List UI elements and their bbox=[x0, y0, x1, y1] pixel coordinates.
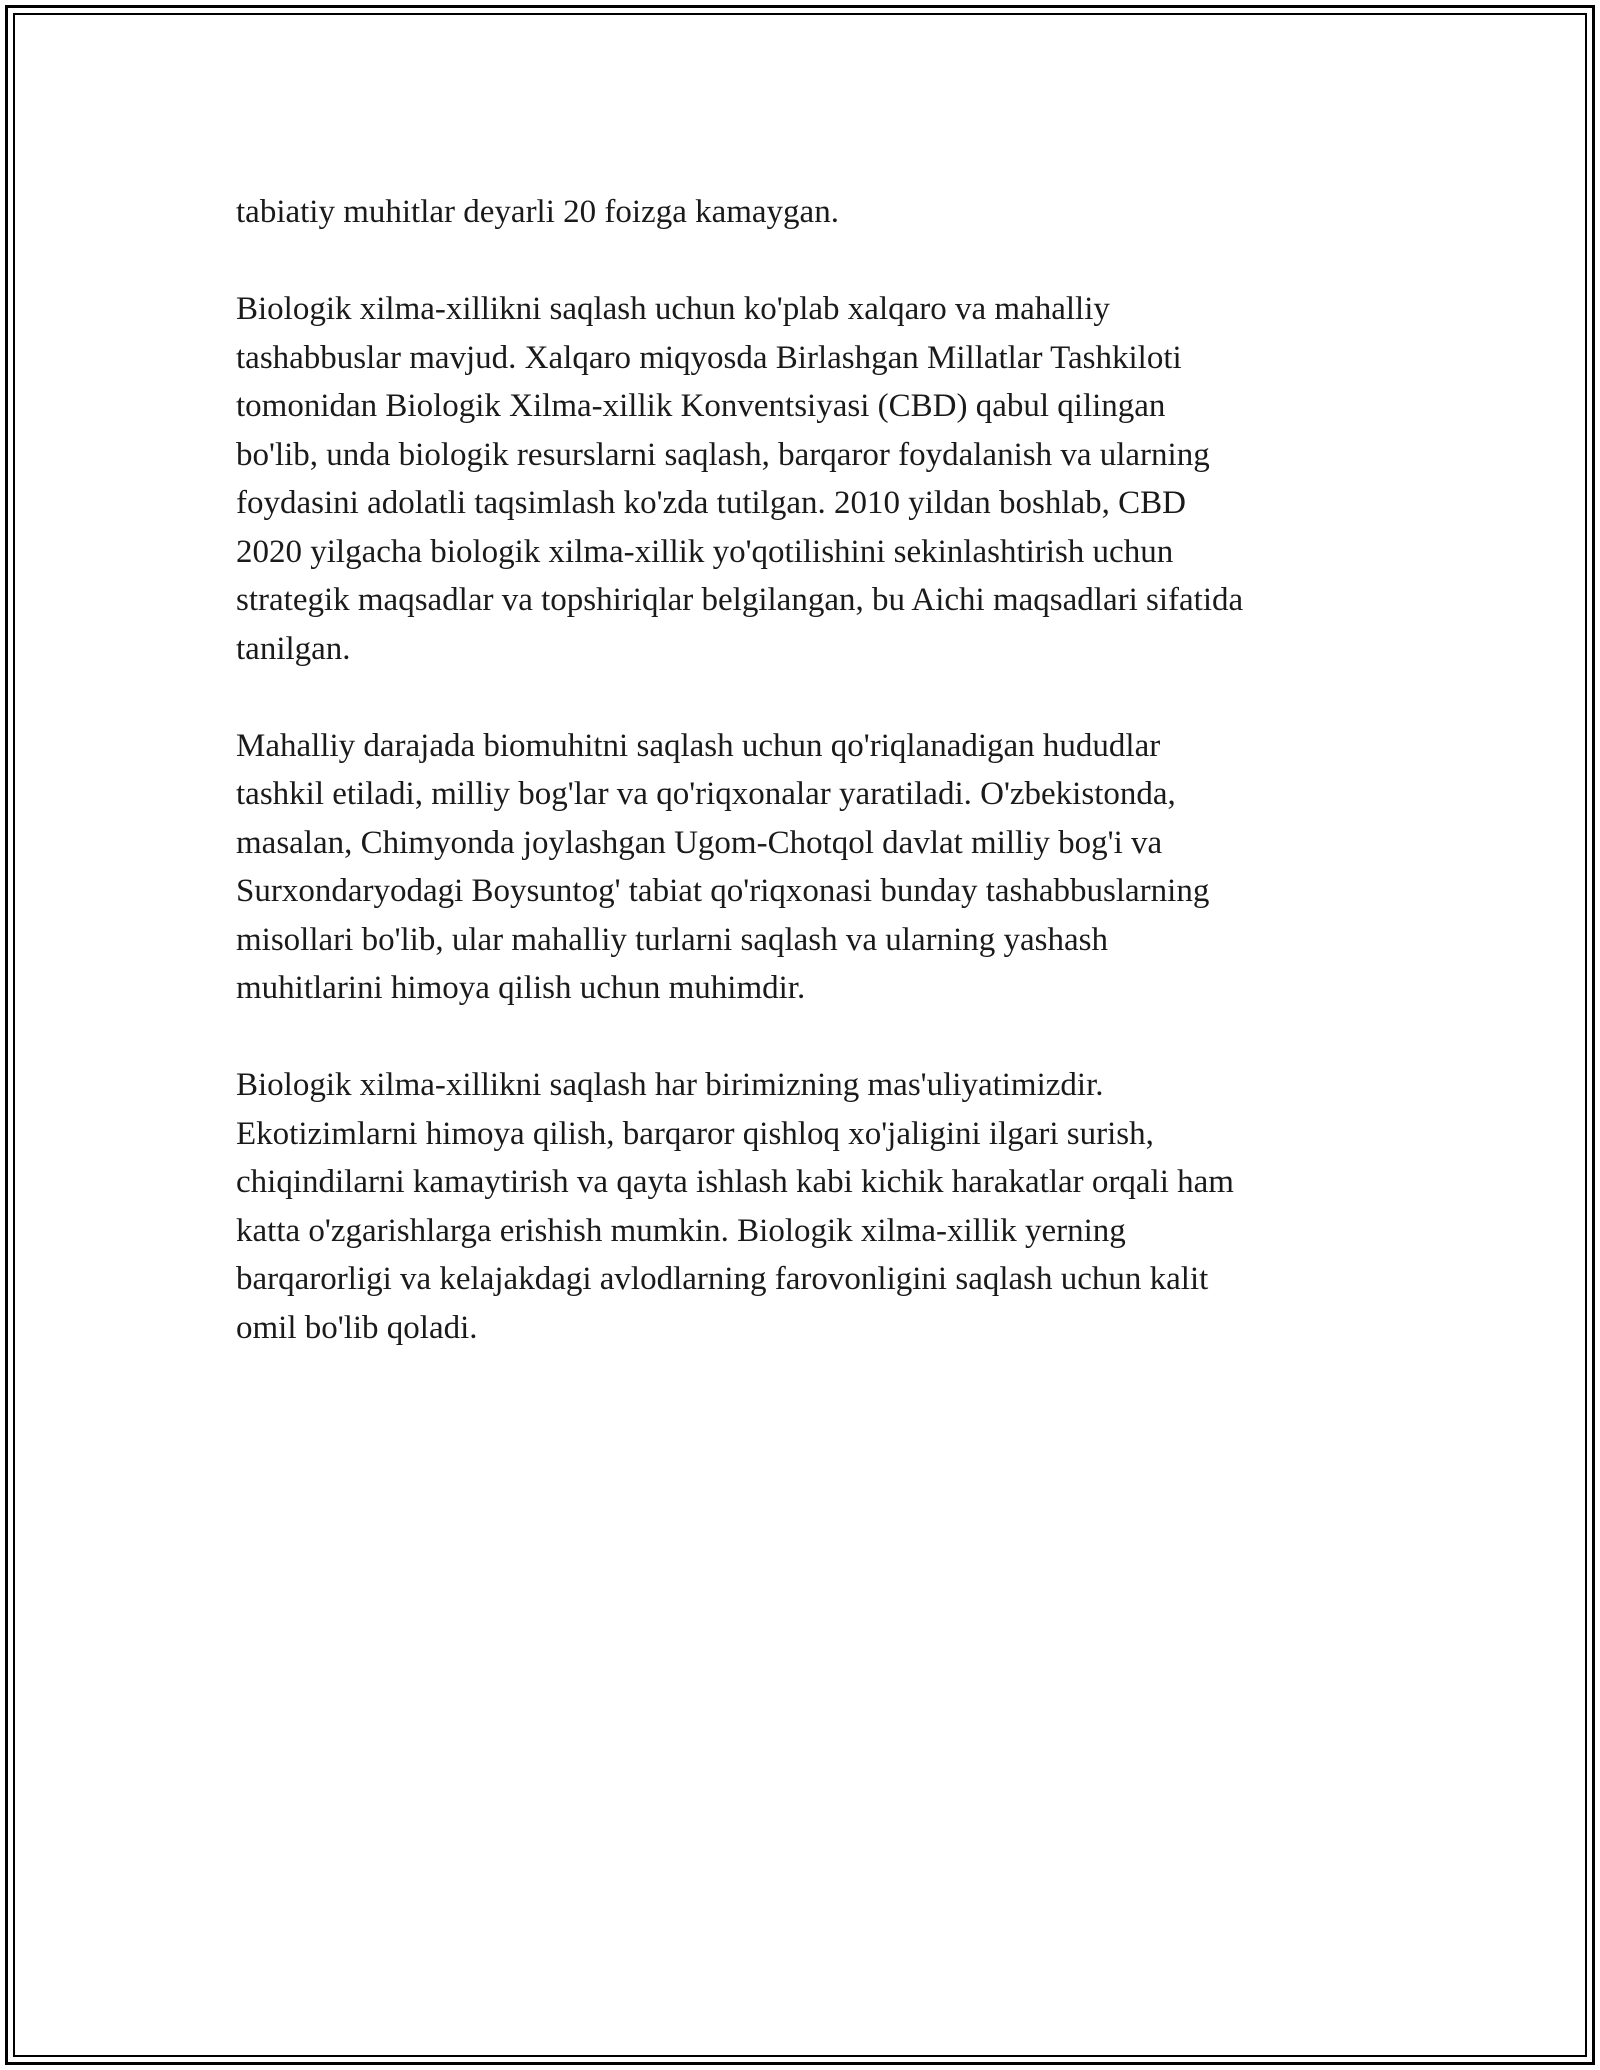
text-line: tashabbuslar mavjud. Xalqaro miqyosda Birlashgan Millatlar Tashkiloti bbox=[236, 339, 1182, 376]
text-line: masalan, Chimyonda joylashgan Ugom-Chotqol davlat milliy bog'i va bbox=[236, 824, 1163, 861]
text-line: Surxondaryodagi Boysuntog' tabiat qo'riqxonasi bunday tashabbuslarning bbox=[236, 873, 1210, 909]
text-line: foydasini adolatli taqsimlash ko'zda tutilgan. 2010 yildan boshlab, CBD bbox=[236, 485, 1186, 521]
text-line: tashkil etiladi, milliy bog'lar va qo'riqxonalar yaratiladi. O'zbekistonda, bbox=[236, 776, 1176, 812]
paragraph-3 bbox=[236, 722, 1376, 1013]
paragraph-4 bbox=[236, 1061, 1376, 1352]
document-body bbox=[236, 188, 1376, 1401]
text-line: Mahalliy darajada biomuhitni saqlash uchun qo'riqlanadigan hududlar bbox=[236, 727, 1161, 764]
text-line: barqarorligi va kelajakdagi avlodlarning farovonligini saqlash uchun kalit bbox=[236, 1261, 1209, 1297]
text-line: chiqindilarni kamaytirish va qayta ishlash kabi kichik harakatlar orqali ham bbox=[236, 1164, 1234, 1200]
text-line: tanilgan. bbox=[236, 630, 351, 667]
text-line: Biologik xilma-xillikni saqlash uchun ko'plab xalqaro va mahalliy bbox=[236, 291, 1110, 327]
text-line: Biologik xilma-xillikni saqlash har birimizning mas'uliyatimizdir. bbox=[236, 1067, 1104, 1103]
text-line: 2020 yilgacha biologik xilma-xillik yo'qotilishini sekinlashtirish uchun bbox=[236, 533, 1174, 570]
text-line: tomonidan Biologik Xilma-xillik Konventsiyasi (CBD) qabul qilingan bbox=[236, 388, 1166, 424]
paragraph-2 bbox=[236, 285, 1376, 673]
text-line: bo'lib, unda biologik resurslarni saqlash, barqaror foydalanish va ularning bbox=[236, 436, 1210, 473]
text-line: misollari bo'lib, ular mahalliy turlarni saqlash va ularning yashash bbox=[236, 921, 1109, 958]
text-line: muhitlarini himoya qilish uchun muhimdir. bbox=[236, 970, 806, 1006]
text-line: tabiatiy muhitlar deyarli 20 foizga kamaygan. bbox=[236, 194, 839, 230]
text-line: omil bo'lib qoladi. bbox=[236, 1309, 478, 1346]
text-line: katta o'zgarishlarga erishish mumkin. Biologik xilma-xillik yerning bbox=[236, 1212, 1126, 1249]
text-line: strategik maqsadlar va topshiriqlar belgilangan, bu Aichi maqsadlari sifatida bbox=[236, 582, 1244, 618]
text-line: Ekotizimlarni himoya qilish, barqaror qishloq xo'jaligini ilgari surish, bbox=[236, 1115, 1154, 1152]
paragraph-1 bbox=[236, 188, 1376, 237]
